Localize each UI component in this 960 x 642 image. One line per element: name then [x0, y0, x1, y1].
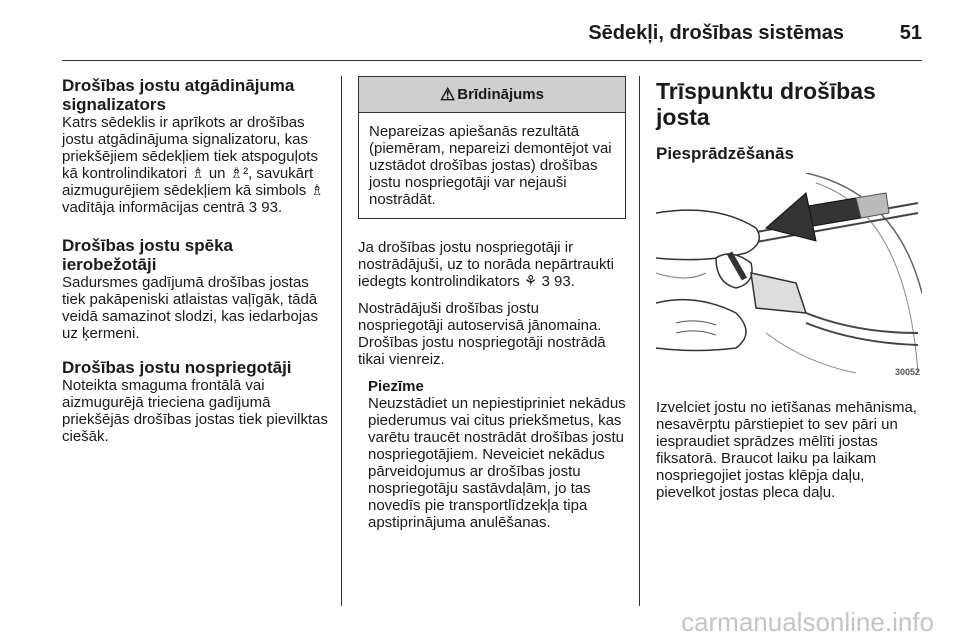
paragraph-seatbelt-reminder: Katrs sēdeklis ir aprīkots ar drošības jostu atgādinājuma signalizatoru, kas priekšējiem sēdekļiem tiek atspoguļots kā kontrolindikatori ♗ un ♗², savukārt aizmugurējiem sēdekļiem kā simbols ♗ vadītāja informācijas centrā 3 93. [62, 114, 324, 216]
warning-box [358, 76, 626, 219]
paragraph-pretensioner-indicator: Ja drošības jostu nospriegotāji ir nostrādājuši, uz to norāda nepārtraukti iedegts kontrolindikators ⚘ 3 93. [358, 239, 614, 290]
watermark: carmanualsonline.info [681, 607, 934, 637]
paragraph-fastening: Izvelciet jostu no ietīšanas mehānisma, nesavērptu pārstiepiet to sev pāri un iespraudiet sprādzes mēlīti jostas fiksatorā. Braucot laiku pa laikam nospriegojiet jostas klēpja daļu, pievelkot jostas pleca daļu. [656, 399, 917, 501]
heading-fastening: Piesprādzēšanās [656, 144, 794, 163]
column-3 [656, 76, 924, 511]
page-number: 51 [899, 22, 922, 44]
illustration-code: 30052 [894, 367, 920, 377]
seatbelt-buckle-illustration [656, 173, 922, 383]
header-rule [62, 60, 922, 61]
warning-title: Brīdinājums [457, 86, 544, 103]
column-divider-2 [639, 76, 640, 606]
note-box [358, 378, 626, 531]
column-divider-1 [341, 76, 342, 606]
paragraph-force-limiters: Sadursmes gadījumā drošības jostas tiek pakāpeniski atlaistas vaļīgāk, tādā veidā samazinot slodzi, kas iedarbojas uz ķermeni. [62, 274, 318, 342]
paragraph-pretensioner-replace: Nostrādājuši drošības jostu nospriegotāji autoservisā jānomaina. Drošības jostu nospriegotāji nostrādā tikai vienreiz. [358, 300, 606, 368]
note-text: Neuzstādiet un nepiestipriniet nekādus piederumus vai citus priekšmetus, kas varētu traucēt nostrādāt drošības jostu nospriegotājiem. Neveiciet nekādus pārveidojumus ar drošības jostu nospriegotāju sastāvdaļām, jo tas novedīs pie transportlīdzekļa tipa apstiprinājuma anulēšanas. [368, 395, 626, 531]
heading-pretensioners: Drošības jostu nospriegotāji [62, 358, 292, 377]
warning-text: Nepareizas apiešanās rezultātā (piemēram, nepareizi demontējot vai uzstādot drošības jostas) drošības jostu nospriegotāji var nejauši nostrādāt. [369, 123, 612, 208]
heading-force-limiters: Drošības jostu spēka ierobežotāji [62, 236, 234, 274]
note-title: Piezīme [368, 378, 424, 395]
column-2 [358, 76, 626, 531]
heading-three-point-belt: Trīspunktu drošības josta [656, 78, 876, 130]
heading-seatbelt-reminder: Drošības jostu atgādinājuma signalizators [62, 76, 295, 114]
warning-header [359, 77, 625, 113]
page-header [0, 0, 960, 62]
seatbelt-illustration [656, 173, 922, 383]
page-title: Sēdekļi, drošības sistēmas [588, 22, 844, 44]
warning-icon: ⚠ [440, 85, 456, 104]
paragraph-pretensioners: Noteikta smaguma frontālā vai aizmugurējā trieciena gadījumā priekšējās drošības jostas tiek pievilktas ciešāk. [62, 377, 328, 445]
column-1 [62, 76, 330, 455]
